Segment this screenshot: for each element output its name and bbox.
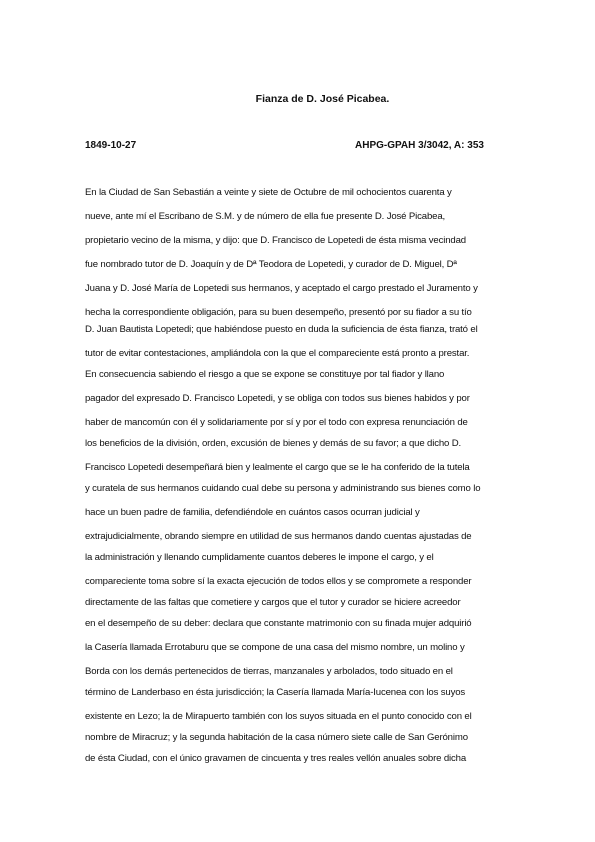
body-line: nueve, ante mí el Escribano de S.M. y de número de ella fue presente D. José Picabea, (85, 211, 446, 222)
body-line: en el desempeño de su deber: declara que constante matrimonio con su finada mujer adquirió (85, 618, 472, 629)
body-line: existente en Lezo; la de Mirapuerto también con los suyos situada en el punto conocido con el (85, 711, 472, 722)
body-line: y curatela de sus hermanos cuidando cual debe su persona y administrando sus bienes como lo (85, 483, 481, 494)
archive-reference: AHPG-GPAH 3/3042, A: 353 (355, 140, 484, 151)
body-line: extrajudicialmente, obrando siempre en utilidad de sus hermanos dando cuentas ajustadas de (85, 531, 472, 542)
body-line: directamente de las faltas que cometiere y cargos que el tutor y curador se hiciere acreedor (85, 597, 461, 608)
body-line: nombre de Miracruz; y la segunda habitación de la casa número siete calle de San Gerónimo (85, 732, 468, 743)
body-line: Francisco Lopetedi desempeñará bien y lealmente el cargo que se le ha conferido de la tutela (85, 462, 470, 473)
body-line: los beneficios de la división, orden, excusión de bienes y demás de su favor; a que dicho D. (85, 438, 462, 449)
body-line: D. Juan Bautista Lopetedi; que habiéndose puesto en duda la suficiencia de ésta fianza, trató el (85, 324, 478, 335)
body-line: hace un buen padre de familia, defendiéndole en cuántos casos ocurran judicial y (85, 507, 420, 518)
body-line: Juana y D. José María de Lopetedi sus hermanos, y aceptado el cargo prestado el Juramento y (85, 283, 478, 294)
body-line: la Casería llamada Errotaburu que se compone de una casa del mismo nombre, un molino y (85, 642, 465, 653)
body-line: propietario vecino de la misma, y dijo: que D. Francisco de Lopetedi de ésta misma vecindad (85, 235, 466, 246)
body-line: de ésta Ciudad, con el único gravamen de cincuenta y tres reales vellón anuales sobre dicha (85, 753, 467, 764)
body-line: compareciente toma sobre sí la exacta ejecución de todos ellos y se compromete a responder (85, 576, 472, 587)
body-line: Borda con los demás pertenecidos de tierras, manzanales y arbolados, todo situado en el (85, 666, 453, 677)
body-line: fue nombrado tutor de D. Joaquín y de Dª Teodora de Lopetedi, y curador de D. Miguel, Dª (85, 259, 457, 270)
body-line: tutor de evitar contestaciones, ampliándola con la que el compareciente está pronto a prestar. (85, 348, 470, 359)
body-line: haber de mancomún con él y solidariamente por sí y por el todo con expresa renunciación de (85, 417, 468, 428)
body-line: hecha la correspondiente obligación, para su buen desempeño, presentó por su fiador a su tío (85, 307, 472, 318)
body-line: la administración y llenando cumplidamente cuantos deberes le impone el cargo, y el (85, 552, 434, 563)
body-line: En consecuencia sabiendo el riesgo a que se expone se constituye por tal fiador y llano (85, 369, 445, 380)
body-line: término de Landerbaso en ésta jurisdicción; la Casería llamada María-Iucenea con los suyos (85, 687, 466, 698)
body-line: En la Ciudad de San Sebastián a veinte y siete de Octubre de mil ochocientos cuarenta y (85, 187, 452, 198)
document-title: Fianza de D. José Picabea. (255, 93, 390, 105)
document-date: 1849-10-27 (85, 140, 137, 151)
body-line: pagador del expresado D. Francisco Lopetedi, y se obliga con todos sus bienes habidos y por (85, 393, 470, 404)
